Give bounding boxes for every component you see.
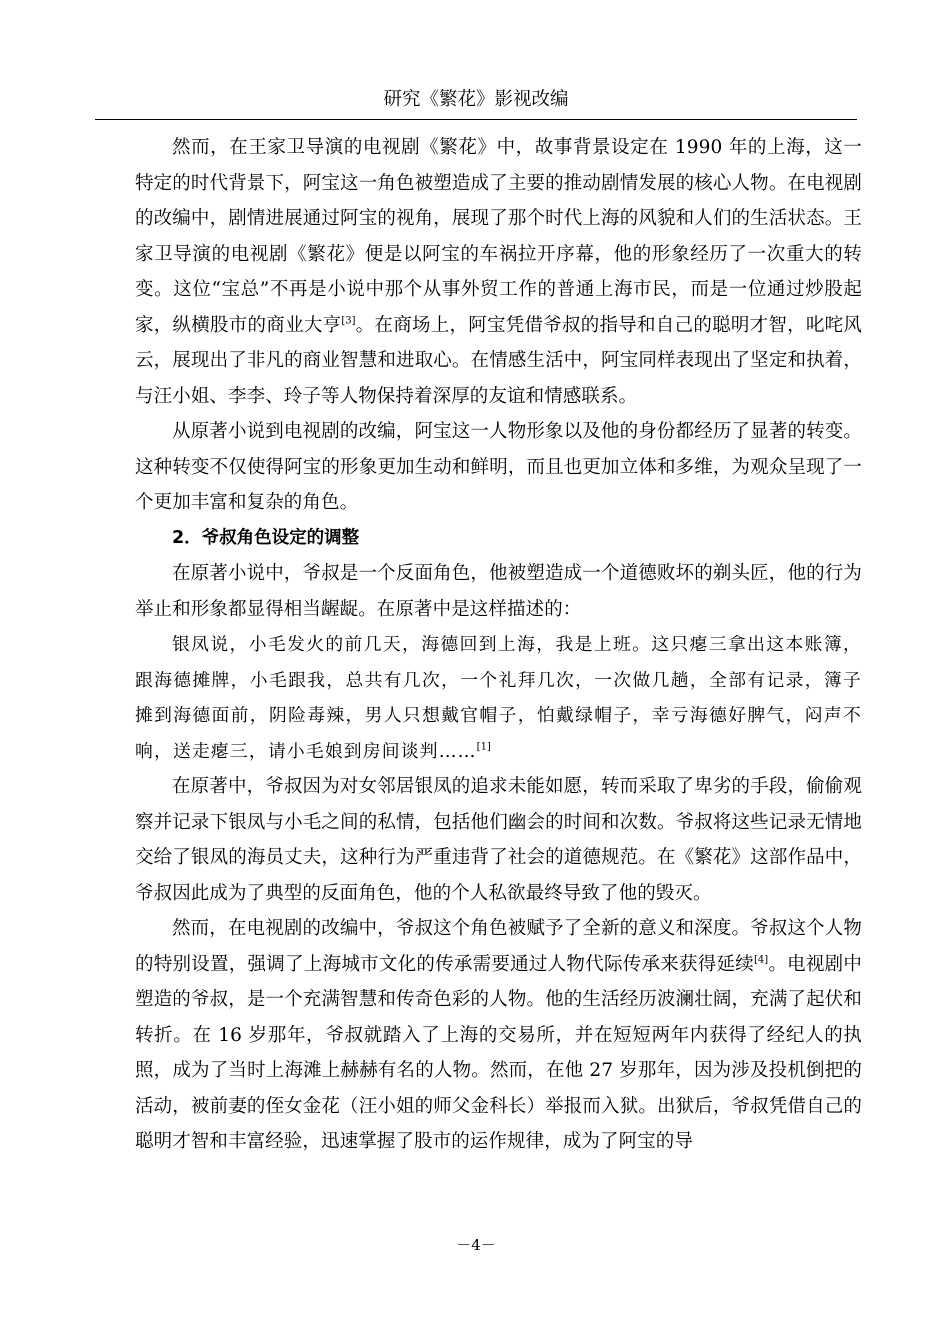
quote-text: 银凤说，小毛发火的前几天，海德回到上海，我是上班。这只瘪三拿出这本账簿，跟海德摊牌，小毛跟我，总共有几次，一个礼拜几次，一次做几趟，全部有记录，簿子摊到海德面前，阴险毒辣，男人只想戴官帽子，怕戴绿帽子，幸亏海德好脾气，闷声不响，送走瘪三，请小毛娘到房间谈判…… (135, 634, 862, 762)
paragraph-text: 从原著小说到电视剧的改编，阿宝这一人物形象以及他的身份都经历了显著的转变。这种转变不仅使得阿宝的形象更加生动和鲜明，而且也更加立体和多维，为观众呈现了一个更加丰富和复杂的角色。 (135, 421, 862, 513)
paragraph-yeshu-novel (135, 556, 862, 627)
paragraph-text-tail: 。电视剧中塑造的爷叔，是一个充满智慧和传奇色彩的人物。他的生活经历波澜壮阔，充满了起伏和转折。在 16 岁那年，爷叔就踏入了上海的交易所，并在短短两年内获得了经纪人的执照，成为了当时上海滩上赫赫有名的人物。然而，在他 27 岁那年，因为涉及投机倒把的活动，被前妻的侄女金花（汪小姐的师父金科长）举报而入狱。出狱后，爷叔凭借自己的聪明才智和丰富经验，迅速掌握了股市的运作规律，成为了阿宝的导 (135, 953, 862, 1152)
paragraph-text: 在原著小说中，爷叔是一个反面角色，他被塑造成一个道德败坏的剃头匠，他的行为举止和形象都显得相当龌龊。在原著中是这样描述的： (135, 563, 862, 620)
paragraph-text: 在原著中，爷叔因为对女邻居银凤的追求未能如愿，转而采取了卑劣的手段，偷偷观察并记录下银凤与小毛之间的私情，包括他们幽会的时间和次数。爷叔将这些记录无情地交给了银凤的海员丈夫，这种行为严重违背了社会的道德规范。在《繁花》这部作品中，爷叔因此成为了典型的反面角色，他的个人私欲最终导致了他的毁灭。 (135, 776, 862, 904)
section-heading-text: 2．爷叔角色设定的调整 (172, 527, 360, 548)
paragraph-abao-tv-role (135, 130, 862, 414)
citation-ref: [3] (341, 315, 356, 326)
running-header: 研究《繁花》影视改编 (383, 89, 569, 110)
paragraph-text-tail: 。在商场上，阿宝凭借爷叔的指导和自己的聪明才智，叱咤风云，展现出了非凡的商业智慧和进取心。在情感生活中，阿宝同样表现出了坚定和执着，与汪小姐、李李、玲子等人物保持着深厚的友谊和情感联系。 (135, 314, 862, 407)
paragraph-text: 然而，在王家卫导演的电视剧《繁花》中，故事背景设定在 1990 年的上海，这一特定的时代背景下，阿宝这一角色被塑造成了主要的推动剧情发展的核心人物。在电视剧的改编中，剧情进展通过阿宝的视角，展现了那个时代上海的风貌和人们的生活状态。王家卫导演的电视剧《繁花》便是以阿宝的车祸拉开序幕，他的形象经历了一次重大的转变。这位“宝总”不再是小说中那个从事外贸工作的普通上海市民，而是一位通过炒股起家，纵横股市的商业大亨 (135, 137, 862, 336)
section-heading (135, 521, 862, 557)
paragraph-yeshu-tv (135, 911, 862, 1160)
paragraph-yeshu-villain (135, 769, 862, 911)
page-number: －4－ (456, 1236, 496, 1254)
citation-ref: [1] (476, 741, 491, 752)
page-body (135, 130, 862, 1160)
citation-ref: [4] (754, 954, 769, 965)
paragraph-text: 然而，在电视剧的改编中，爷叔这个角色被赋予了全新的意义和深度。爷叔这个人物的特别设置，强调了上海城市文化的传承需要通过人物代际传承来获得延续 (135, 918, 862, 975)
paragraph-abao-transformation (135, 414, 862, 521)
block-quote (135, 627, 862, 769)
header-divider (95, 119, 857, 120)
